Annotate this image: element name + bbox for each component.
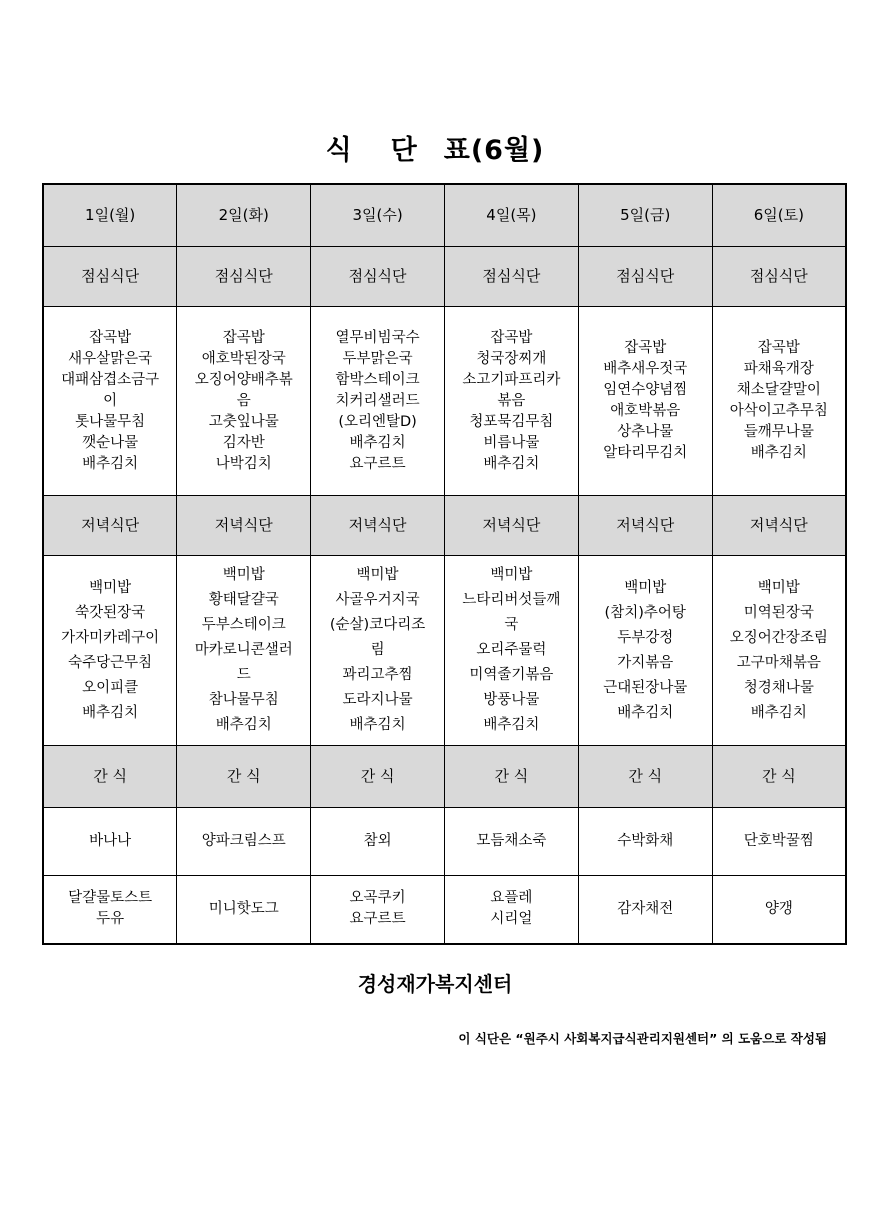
snack-header-row [43, 746, 846, 808]
menu-item: 이 [103, 392, 118, 409]
snack-cell [712, 875, 846, 944]
title-char-3: 표(6월) [443, 135, 545, 166]
dinner-row [43, 556, 846, 746]
title-char-1: 식 [325, 135, 353, 166]
day-header: 4일(목) [444, 184, 578, 246]
snack-cell [43, 807, 177, 875]
menu-item: 시리얼 [490, 911, 533, 928]
menu-item: 잡곡밥 [757, 340, 800, 357]
menu-item: 들깨무나물 [743, 424, 814, 441]
snack-cell [712, 807, 846, 875]
menu-item: 미역된장국 [743, 604, 814, 621]
lunch-cell [43, 306, 177, 496]
menu-item: 소고기파프리카 [462, 371, 561, 388]
menu-item: 두부스테이크 [201, 617, 286, 634]
menu-item: 치커리샐러드 [335, 392, 420, 409]
day-header: 2일(화) [177, 184, 311, 246]
lunch-header: 점심식단 [43, 246, 177, 306]
menu-item: 꽈리고추찜 [342, 667, 413, 684]
lunch-header: 점심식단 [712, 246, 846, 306]
menu-item: 오곡쿠키 [349, 890, 406, 907]
menu-item: 배추김치 [82, 704, 139, 721]
menu-item: 상추나물 [617, 424, 674, 441]
menu-item: 양갱 [764, 900, 793, 917]
menu-item: 황태달걀국 [208, 592, 279, 609]
day-header: 6일(토) [712, 184, 846, 246]
lunch-header: 점심식단 [177, 246, 311, 306]
snack-header: 간 식 [578, 746, 712, 808]
snack-cell [177, 807, 311, 875]
menu-item: 함박스테이크 [335, 371, 420, 388]
menu-item: 오징어양배추볶 [194, 371, 293, 388]
menu-item: 배추김치 [215, 717, 272, 734]
menu-item: 채소달걀말이 [736, 382, 821, 399]
menu-item: (순살)코다리조 [329, 617, 426, 634]
day-header: 3일(수) [311, 184, 445, 246]
dinner-header: 저녁식단 [311, 496, 445, 556]
lunch-header-row [43, 246, 846, 306]
menu-item: 가자미카레구이 [61, 629, 160, 646]
menu-item: 느타리버섯들깨 [462, 592, 561, 609]
lunch-header: 점심식단 [311, 246, 445, 306]
lunch-cell [177, 306, 311, 496]
meal-plan-table [42, 183, 847, 945]
menu-item: 백미밥 [624, 579, 667, 596]
snack-cell [177, 875, 311, 944]
menu-item: 배추김치 [617, 704, 674, 721]
dinner-cell [444, 556, 578, 746]
menu-item: 바나나 [89, 832, 132, 849]
menu-item: (오리엔탈D) [338, 413, 417, 430]
menu-item: 고구마채볶음 [736, 654, 821, 671]
dinner-cell [578, 556, 712, 746]
menu-item: 오이피클 [82, 679, 139, 696]
menu-item: 참나물무침 [208, 692, 279, 709]
snack-cell [444, 807, 578, 875]
menu-item: 백미밥 [356, 567, 399, 584]
menu-item: 배추김치 [750, 445, 807, 462]
menu-item: 청경채나물 [743, 679, 814, 696]
menu-item: 가지볶음 [617, 654, 674, 671]
menu-item: 백미밥 [222, 567, 265, 584]
menu-item: 단호박꿀찜 [743, 832, 814, 849]
menu-item: 알타리무김치 [603, 445, 688, 462]
snack-cell [578, 807, 712, 875]
menu-item: 요플레 [490, 890, 533, 907]
menu-item: 배추김치 [82, 455, 139, 472]
menu-item: 나박김치 [215, 455, 272, 472]
menu-item: 드 [236, 667, 251, 684]
menu-item: 두부강정 [617, 629, 674, 646]
snack-header: 간 식 [177, 746, 311, 808]
lunch-row [43, 306, 846, 496]
menu-item: 백미밥 [490, 567, 533, 584]
day-header: 5일(금) [578, 184, 712, 246]
dinner-header-row [43, 496, 846, 556]
menu-item: 대패삼겹소금구 [61, 371, 160, 388]
menu-item: 모듬채소죽 [476, 832, 547, 849]
menu-item: 열무비빔국수 [335, 329, 420, 346]
lunch-cell [311, 306, 445, 496]
menu-item: 근대된장나물 [603, 679, 688, 696]
snack-header: 간 식 [712, 746, 846, 808]
menu-item: 감자채전 [617, 900, 674, 917]
dinner-header: 저녁식단 [43, 496, 177, 556]
menu-item: 배추김치 [750, 704, 807, 721]
page-title [0, 128, 870, 167]
menu-item: 도라지나물 [342, 692, 413, 709]
center-name: 경성재가복지센터 [357, 972, 513, 996]
snack-row-2 [43, 875, 846, 944]
lunch-cell [712, 306, 846, 496]
menu-item: 아삭이고추무침 [729, 403, 828, 420]
menu-item: 잡곡밥 [89, 329, 132, 346]
lunch-header: 점심식단 [578, 246, 712, 306]
dinner-header: 저녁식단 [177, 496, 311, 556]
title-char-2: 단 [390, 135, 418, 166]
menu-item: 애호박볶음 [610, 403, 681, 420]
menu-item: 톳나물무침 [75, 413, 146, 430]
menu-item: 오징어간장조림 [729, 629, 828, 646]
snack-header: 간 식 [311, 746, 445, 808]
menu-item: 숙주당근무침 [68, 654, 153, 671]
day-header-row [43, 184, 846, 246]
snack-cell [311, 807, 445, 875]
menu-item: 두부맑은국 [342, 350, 413, 367]
menu-item: 양파크림스프 [201, 832, 286, 849]
menu-item: 요구르트 [349, 911, 406, 928]
day-header: 1일(월) [43, 184, 177, 246]
menu-item: 쑥갓된장국 [75, 604, 146, 621]
dinner-header: 저녁식단 [578, 496, 712, 556]
menu-item: 미니핫도그 [208, 900, 279, 917]
menu-item: 수박화채 [617, 832, 674, 849]
menu-item: 배추김치 [483, 717, 540, 734]
menu-item: 비름나물 [483, 434, 540, 451]
lunch-header: 점심식단 [444, 246, 578, 306]
menu-item: 마카로니콘샐러 [194, 642, 293, 659]
snack-cell [578, 875, 712, 944]
menu-item: 배추김치 [349, 717, 406, 734]
menu-item: 배추김치 [349, 434, 406, 451]
menu-item: 새우살맑은국 [68, 350, 153, 367]
menu-item: 잡곡밥 [490, 329, 533, 346]
dinner-header: 저녁식단 [712, 496, 846, 556]
menu-item: 잡곡밥 [624, 340, 667, 357]
menu-item: 김자반 [222, 434, 265, 451]
footer-note: 이 식단은 “원주시 사회복지급식관리지원센터” 의 도움으로 작성됨 [458, 1031, 827, 1046]
menu-item: 달걀물토스트 [68, 890, 153, 907]
menu-item: 청포묵김무침 [469, 413, 554, 430]
dinner-cell [712, 556, 846, 746]
menu-item: 잡곡밥 [222, 329, 265, 346]
menu-item: 림 [370, 642, 385, 659]
menu-item: 요구르트 [349, 455, 406, 472]
menu-item: 미역줄기볶음 [469, 667, 554, 684]
menu-item: 깻순나물 [82, 434, 139, 451]
menu-item: 배추새우젓국 [603, 361, 688, 378]
menu-item: 파채육개장 [743, 361, 814, 378]
menu-item: 백미밥 [89, 579, 132, 596]
menu-item: (참치)추어탕 [604, 604, 686, 621]
menu-item: 사골우거지국 [335, 592, 420, 609]
menu-item: 두유 [96, 911, 125, 928]
menu-item: 백미밥 [757, 579, 800, 596]
snack-header: 간 식 [444, 746, 578, 808]
menu-item: 방풍나물 [483, 692, 540, 709]
snack-cell [311, 875, 445, 944]
dinner-cell [177, 556, 311, 746]
snack-header: 간 식 [43, 746, 177, 808]
menu-item: 임연수양념찜 [603, 382, 688, 399]
lunch-cell [444, 306, 578, 496]
menu-item: 오리주물럭 [476, 642, 547, 659]
snack-row-1 [43, 807, 846, 875]
dinner-header: 저녁식단 [444, 496, 578, 556]
dinner-cell [43, 556, 177, 746]
menu-item: 볶음 [497, 392, 526, 409]
menu-item: 애호박된장국 [201, 350, 286, 367]
dinner-cell [311, 556, 445, 746]
menu-item: 국 [504, 617, 519, 634]
menu-item: 고춧잎나물 [208, 413, 279, 430]
menu-item: 배추김치 [483, 455, 540, 472]
menu-item: 음 [236, 392, 251, 409]
menu-item: 참외 [363, 832, 392, 849]
menu-item: 청국장찌개 [476, 350, 547, 367]
lunch-cell [578, 306, 712, 496]
snack-cell [444, 875, 578, 944]
snack-cell [43, 875, 177, 944]
